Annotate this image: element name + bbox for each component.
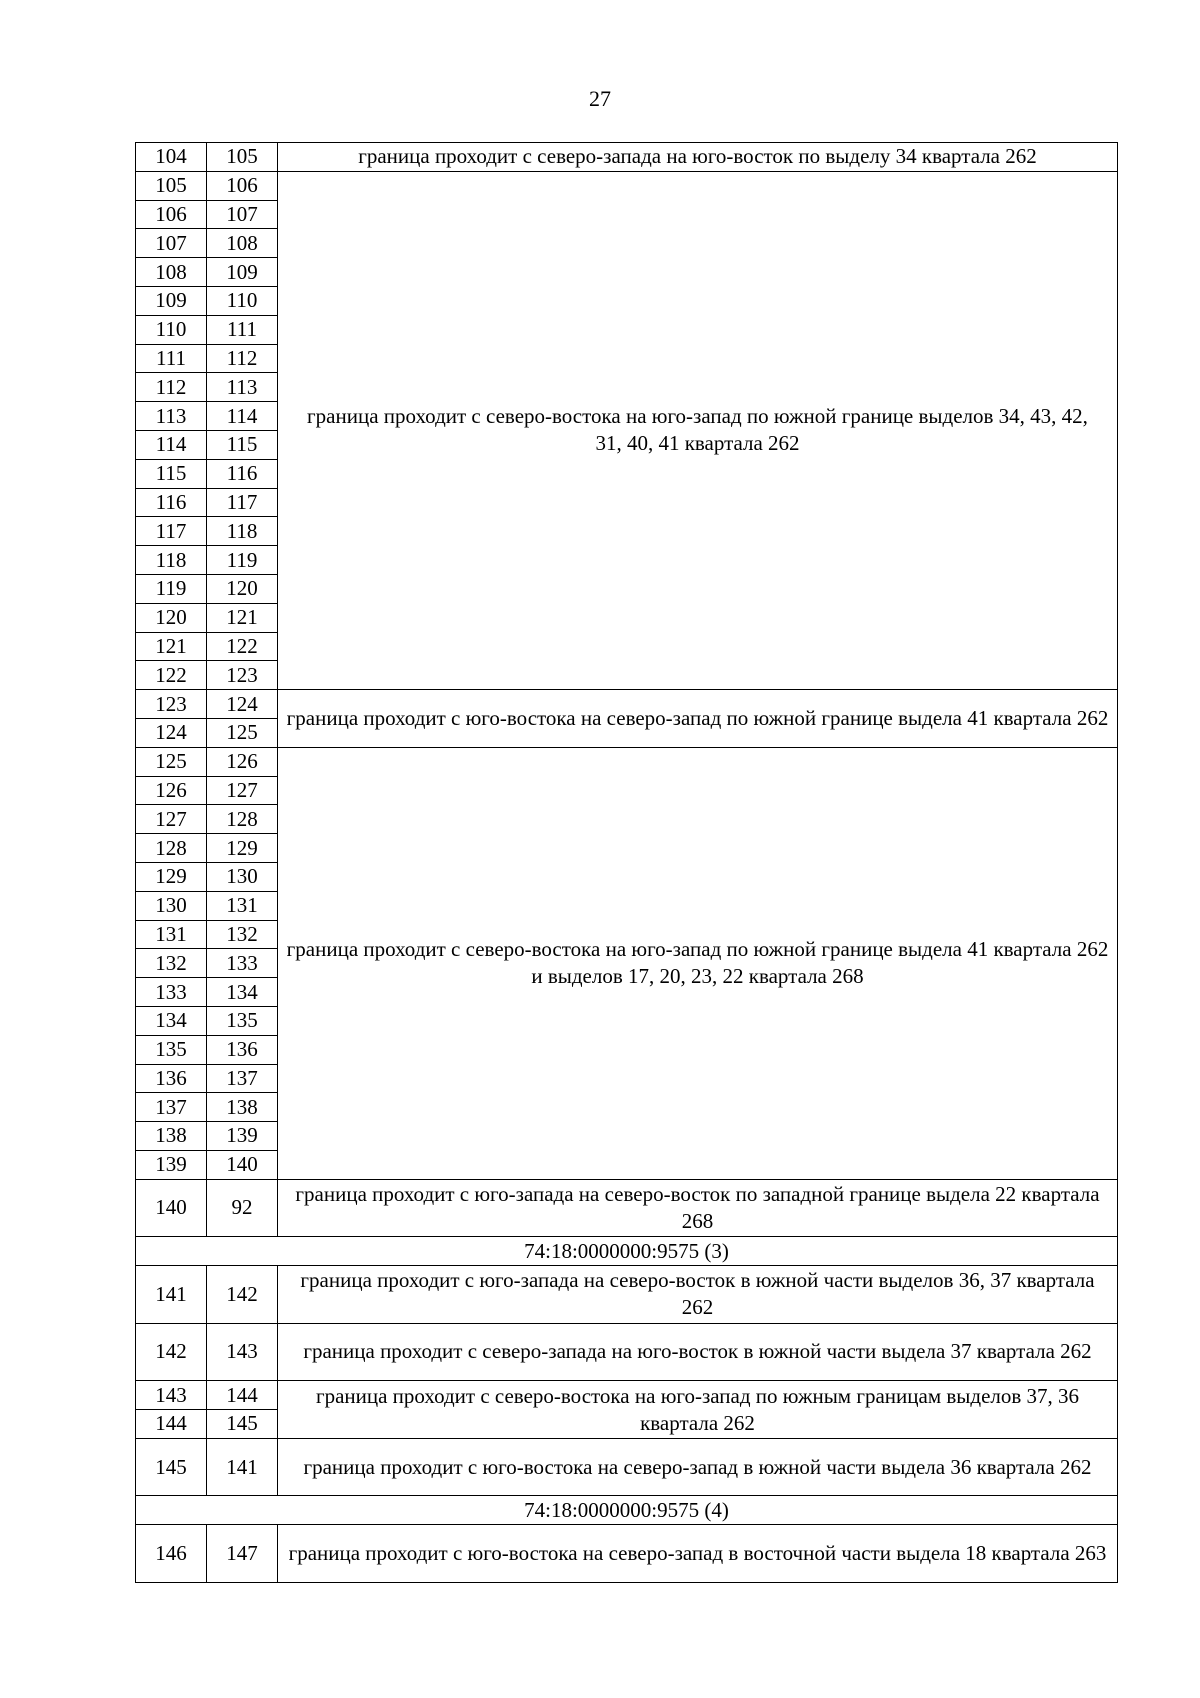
point-from: 133 (136, 978, 207, 1007)
point-to: 136 (207, 1035, 278, 1064)
section-row (136, 1496, 1118, 1525)
point-from: 110 (136, 315, 207, 344)
point-to: 116 (207, 459, 278, 488)
point-from: 145 (136, 1438, 207, 1496)
point-from: 141 (136, 1266, 207, 1324)
point-to: 122 (207, 632, 278, 661)
section-cadastral-number: 74:18:0000000:9575 (4) (136, 1496, 1118, 1525)
point-from: 114 (136, 430, 207, 459)
point-to: 137 (207, 1064, 278, 1093)
point-from: 138 (136, 1122, 207, 1151)
point-to: 111 (207, 315, 278, 344)
table-row (136, 1525, 1118, 1583)
point-from: 132 (136, 949, 207, 978)
point-to: 121 (207, 603, 278, 632)
point-to: 105 (207, 143, 278, 172)
point-from: 109 (136, 286, 207, 315)
point-from: 128 (136, 834, 207, 863)
point-to: 110 (207, 286, 278, 315)
point-to: 132 (207, 920, 278, 949)
point-from: 111 (136, 344, 207, 373)
point-from: 129 (136, 862, 207, 891)
table-row (136, 1179, 1118, 1237)
point-from: 107 (136, 229, 207, 258)
point-from: 126 (136, 776, 207, 805)
boundary-description: граница проходит с северо-запада на юго-восток по выделу 34 квартала 262 (278, 143, 1118, 172)
section-cadastral-number: 74:18:0000000:9575 (3) (136, 1237, 1118, 1266)
point-from: 125 (136, 747, 207, 776)
point-from: 117 (136, 517, 207, 546)
point-from: 134 (136, 1006, 207, 1035)
boundary-description: граница проходит с северо-востока на юго-запад по южным границам выделов 37, 36 квартала 262 (278, 1381, 1118, 1439)
point-to: 119 (207, 546, 278, 575)
boundary-description: граница проходит с северо-востока на юго-запад по южной границе выдела 41 квартала 262 и выделов 17, 20, 23, 22 квартала 268 (278, 747, 1118, 1179)
point-from: 140 (136, 1179, 207, 1237)
point-to: 127 (207, 776, 278, 805)
point-to: 115 (207, 430, 278, 459)
point-to: 109 (207, 258, 278, 287)
point-to: 142 (207, 1266, 278, 1324)
point-to: 134 (207, 978, 278, 1007)
point-to: 124 (207, 690, 278, 719)
point-to: 131 (207, 891, 278, 920)
boundary-description: граница проходит с юго-востока на северо-запад по южной границе выдела 41 квартала 262 (278, 690, 1118, 748)
point-from: 143 (136, 1381, 207, 1410)
section-row (136, 1237, 1118, 1266)
point-to: 106 (207, 171, 278, 200)
point-from: 116 (136, 488, 207, 517)
point-to: 128 (207, 805, 278, 834)
boundary-table (135, 142, 1118, 1583)
boundary-description: граница проходит с юго-запада на северо-восток в южной части выделов 36, 37 квартала 262 (278, 1266, 1118, 1324)
point-to: 92 (207, 1179, 278, 1237)
point-from: 137 (136, 1093, 207, 1122)
point-from: 122 (136, 661, 207, 690)
point-to: 120 (207, 574, 278, 603)
table-row (136, 690, 1118, 719)
point-to: 141 (207, 1438, 278, 1496)
boundary-description: граница проходит с юго-востока на северо-запад в южной части выдела 36 квартала 262 (278, 1438, 1118, 1496)
table-row (136, 747, 1118, 776)
point-to: 144 (207, 1381, 278, 1410)
point-from: 121 (136, 632, 207, 661)
table-row (136, 143, 1118, 172)
point-to: 139 (207, 1122, 278, 1151)
point-from: 120 (136, 603, 207, 632)
point-to: 113 (207, 373, 278, 402)
table-row (136, 1381, 1118, 1410)
point-to: 117 (207, 488, 278, 517)
point-to: 129 (207, 834, 278, 863)
point-to: 143 (207, 1323, 278, 1381)
point-to: 118 (207, 517, 278, 546)
point-to: 140 (207, 1150, 278, 1179)
point-from: 130 (136, 891, 207, 920)
point-from: 108 (136, 258, 207, 287)
point-from: 118 (136, 546, 207, 575)
point-to: 107 (207, 200, 278, 229)
point-from: 142 (136, 1323, 207, 1381)
point-to: 123 (207, 661, 278, 690)
point-to: 133 (207, 949, 278, 978)
point-from: 144 (136, 1410, 207, 1439)
point-from: 135 (136, 1035, 207, 1064)
point-from: 106 (136, 200, 207, 229)
point-from: 136 (136, 1064, 207, 1093)
point-to: 114 (207, 402, 278, 431)
boundary-description: граница проходит с северо-востока на юго-запад по южной границе выделов 34, 43, 42, 31, 40, 41 квартала 262 (278, 171, 1118, 689)
point-from: 127 (136, 805, 207, 834)
table-row (136, 1266, 1118, 1324)
point-from: 131 (136, 920, 207, 949)
point-from: 139 (136, 1150, 207, 1179)
point-from: 105 (136, 171, 207, 200)
point-from: 123 (136, 690, 207, 719)
point-from: 115 (136, 459, 207, 488)
boundary-description: граница проходит с юго-запада на северо-восток по западной границе выдела 22 квартала 268 (278, 1179, 1118, 1237)
point-to: 147 (207, 1525, 278, 1583)
point-from: 146 (136, 1525, 207, 1583)
point-from: 119 (136, 574, 207, 603)
boundary-description: граница проходит с северо-запада на юго-восток в южной части выдела 37 квартала 262 (278, 1323, 1118, 1381)
point-to: 108 (207, 229, 278, 258)
point-from: 104 (136, 143, 207, 172)
point-to: 126 (207, 747, 278, 776)
point-to: 138 (207, 1093, 278, 1122)
point-to: 145 (207, 1410, 278, 1439)
table-row (136, 171, 1118, 200)
point-to: 112 (207, 344, 278, 373)
page-number: 27 (589, 86, 611, 111)
boundary-description: граница проходит с юго-востока на северо-запад в восточной части выдела 18 квартала 263 (278, 1525, 1118, 1583)
table-row (136, 1438, 1118, 1496)
table-row (136, 1323, 1118, 1381)
point-from: 124 (136, 718, 207, 747)
point-to: 130 (207, 862, 278, 891)
point-to: 125 (207, 718, 278, 747)
point-to: 135 (207, 1006, 278, 1035)
point-from: 112 (136, 373, 207, 402)
point-from: 113 (136, 402, 207, 431)
